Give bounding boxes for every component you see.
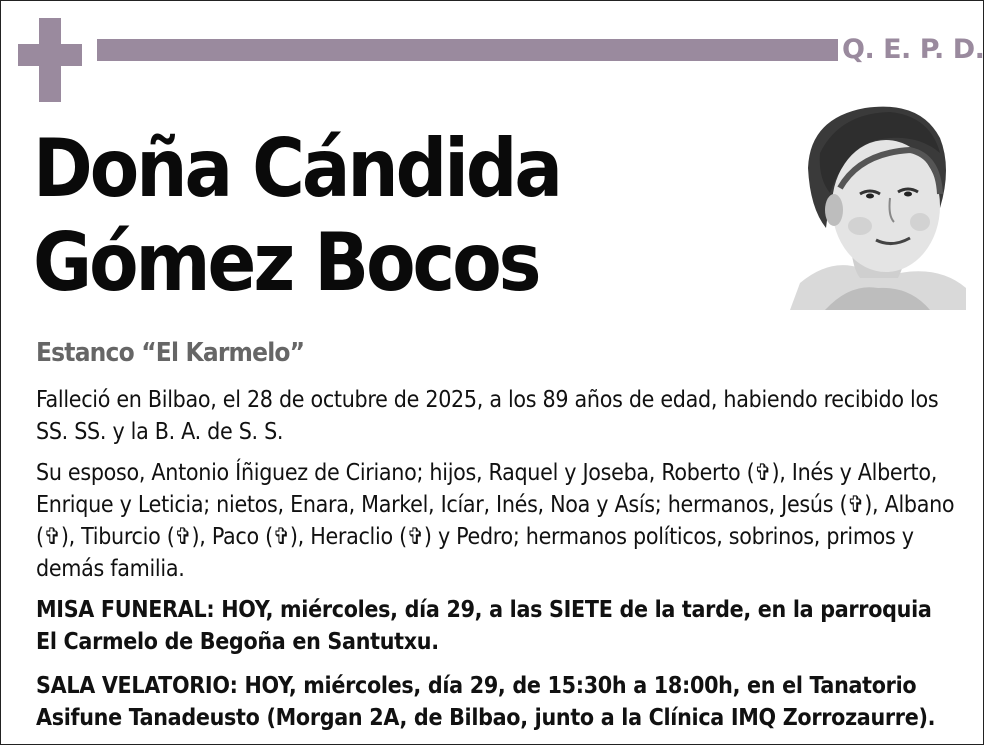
portrait-photo [790,98,966,310]
death-notice-text: Falleció en Bilbao, el 28 de octubre de 2025, a los 89 años de edad, habiendo recibido los SS. SS. y la B. A. de S. S. [36,387,939,445]
header-bar [97,39,838,61]
name-line-1: Doña Cándida [33,122,560,215]
name-line-2: Gómez Bocos [33,216,539,309]
business-subtitle: Estanco “El Karmelo” [36,338,305,368]
funeral-mass-text: MISA FUNERAL: HOY, miércoles, día 29, a las SIETE de la tarde, en la parroquia El Carmelo de Begoña en Santutxu. [36,597,932,655]
wake-room-text: SALA VELATORIO: HOY, miércoles, día 29, de 15:30h a 18:00h, en el Tanatorio Asifune Tanadeusto (Morgan 2A, de Bilbao, junto a la Clínica IMQ Zorrozaurre). [36,673,936,731]
family-text: Su esposo, Antonio Íñiguez de Ciriano; hijos, Raquel y Joseba, Roberto (✞), Inés y Alberto, Enrique y Leticia; nietos, Enara, Markel, Icíar, Inés, Noa y Asís; hermanos, Jesús (✞), Albano (✞), Tiburcio (✞), Paco (✞), Heraclio (✞) y Pedro; hermanos políticos, sobrinos, primos y demás familia. [36,460,955,582]
deceased-name [33,122,560,310]
qepd-label: Q. E. P. D. [842,34,984,65]
latin-cross-icon [18,18,82,102]
